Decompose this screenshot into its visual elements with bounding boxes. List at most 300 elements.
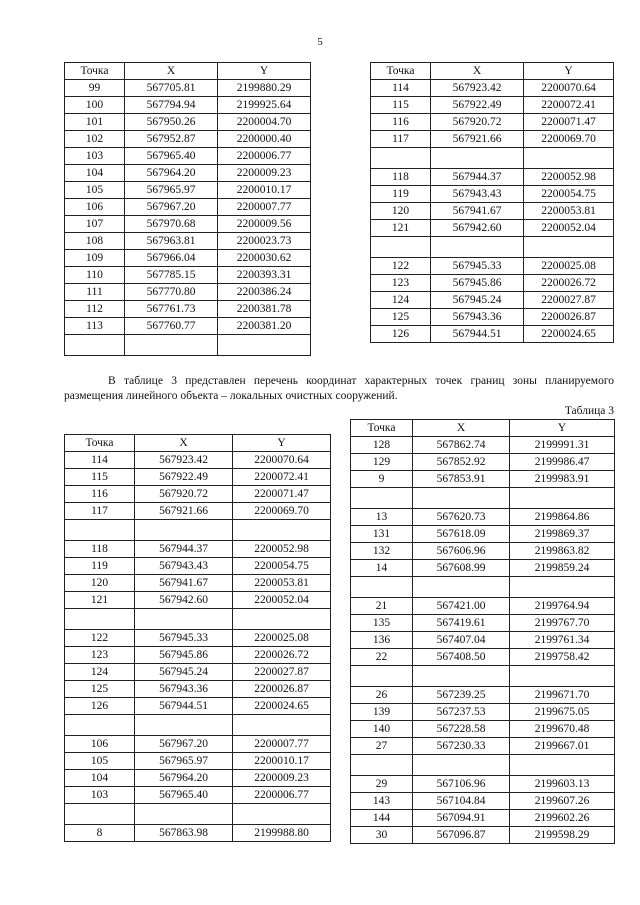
table-row xyxy=(371,309,614,326)
table-row xyxy=(371,220,614,237)
point-cell: 116 xyxy=(65,486,135,503)
x-cell: 567967.20 xyxy=(135,736,233,753)
y-cell: 2200004.70 xyxy=(218,114,311,131)
table-row xyxy=(65,131,311,148)
table-row xyxy=(351,827,615,844)
point-cell: 26 xyxy=(351,687,413,704)
x-cell: 567106.96 xyxy=(413,776,510,793)
point-cell xyxy=(351,666,413,687)
x-cell: 567606.96 xyxy=(413,543,510,560)
point-cell: 108 xyxy=(65,233,125,250)
x-cell: 567945.86 xyxy=(135,647,233,664)
y-cell: 2200026.87 xyxy=(233,681,331,698)
y-cell: 2199925.64 xyxy=(218,97,311,114)
point-cell: 115 xyxy=(371,97,431,114)
y-cell: 2200030.62 xyxy=(218,250,311,267)
point-cell: 8 xyxy=(65,825,135,842)
point-cell: 120 xyxy=(65,575,135,592)
y-cell xyxy=(218,335,311,356)
x-cell: 567228.58 xyxy=(413,721,510,738)
x-cell: 567943.36 xyxy=(431,309,524,326)
table-row xyxy=(65,114,311,131)
y-cell: 2199991.31 xyxy=(510,437,615,454)
table-row xyxy=(65,698,331,715)
point-cell: 29 xyxy=(351,776,413,793)
table-row xyxy=(351,632,615,649)
point-cell: 30 xyxy=(351,827,413,844)
x-cell: 567944.51 xyxy=(135,698,233,715)
x-cell: 567794.94 xyxy=(125,97,218,114)
x-cell: 567965.97 xyxy=(135,753,233,770)
x-cell xyxy=(135,520,233,541)
x-cell xyxy=(431,237,524,258)
x-cell: 567104.84 xyxy=(413,793,510,810)
y-cell: 2199602.26 xyxy=(510,810,615,827)
point-cell: 104 xyxy=(65,165,125,182)
y-cell: 2199764.94 xyxy=(510,598,615,615)
header-point: Точка xyxy=(65,435,135,452)
table-row xyxy=(351,776,615,793)
table-row xyxy=(351,509,615,526)
x-cell: 567761.73 xyxy=(125,301,218,318)
table-row xyxy=(351,738,615,755)
point-cell: 135 xyxy=(351,615,413,632)
table-row xyxy=(371,258,614,275)
y-cell: 2200010.17 xyxy=(218,182,311,199)
y-cell xyxy=(524,237,614,258)
coordinates-table-1 xyxy=(64,62,311,356)
table-3-description: В таблице 3 представлен перечень координат характерных точек границ зоны планируемого размещения линейного объекта – локальных очистных сооружений. xyxy=(64,375,614,402)
table-header-row xyxy=(371,63,614,80)
table-row xyxy=(65,787,331,804)
x-cell: 567942.60 xyxy=(431,220,524,237)
y-cell: 2200027.87 xyxy=(524,292,614,309)
table-row xyxy=(351,755,615,776)
point-cell xyxy=(371,148,431,169)
x-cell: 567941.67 xyxy=(135,575,233,592)
header-x: X xyxy=(125,63,218,80)
table-row xyxy=(371,275,614,292)
y-cell: 2200026.87 xyxy=(524,309,614,326)
x-cell: 567618.09 xyxy=(413,526,510,543)
y-cell xyxy=(233,520,331,541)
y-cell: 2199667.01 xyxy=(510,738,615,755)
x-cell: 567096.87 xyxy=(413,827,510,844)
x-cell: 567945.33 xyxy=(431,258,524,275)
table-header-row xyxy=(65,63,311,80)
table-row xyxy=(351,543,615,560)
table-row xyxy=(65,199,311,216)
y-cell: 2199859.24 xyxy=(510,560,615,577)
header-y: Y xyxy=(218,63,311,80)
x-cell: 567944.51 xyxy=(431,326,524,343)
y-cell: 2200009.23 xyxy=(233,770,331,787)
point-cell: 132 xyxy=(351,543,413,560)
table-row xyxy=(65,825,331,842)
table-row xyxy=(65,284,311,301)
y-cell: 2199869.37 xyxy=(510,526,615,543)
y-cell: 2200381.78 xyxy=(218,301,311,318)
table-header-row xyxy=(351,420,615,437)
table-row xyxy=(65,165,311,182)
x-cell xyxy=(135,609,233,630)
y-cell: 2200023.73 xyxy=(218,233,311,250)
y-cell: 2200393.31 xyxy=(218,267,311,284)
table-row xyxy=(351,577,615,598)
table-row xyxy=(351,810,615,827)
y-cell xyxy=(510,488,615,509)
y-cell: 2200025.08 xyxy=(524,258,614,275)
y-cell: 2200054.75 xyxy=(233,558,331,575)
table-row xyxy=(351,687,615,704)
table-3-right xyxy=(350,419,615,844)
point-cell: 124 xyxy=(65,664,135,681)
point-cell: 119 xyxy=(65,558,135,575)
point-cell: 123 xyxy=(371,275,431,292)
x-cell: 567944.37 xyxy=(135,541,233,558)
point-cell: 101 xyxy=(65,114,125,131)
y-cell: 2199863.82 xyxy=(510,543,615,560)
y-cell: 2200052.04 xyxy=(233,592,331,609)
point-cell: 119 xyxy=(371,186,431,203)
x-cell: 567942.60 xyxy=(135,592,233,609)
x-cell: 567943.43 xyxy=(135,558,233,575)
x-cell: 567760.77 xyxy=(125,318,218,335)
table-row xyxy=(371,326,614,343)
point-cell xyxy=(65,609,135,630)
x-cell: 567966.04 xyxy=(125,250,218,267)
y-cell: 2199767.70 xyxy=(510,615,615,632)
table-row xyxy=(351,666,615,687)
point-cell: 115 xyxy=(65,469,135,486)
point-cell: 126 xyxy=(65,698,135,715)
table-row xyxy=(65,335,311,356)
y-cell xyxy=(233,715,331,736)
point-cell: 104 xyxy=(65,770,135,787)
x-cell: 567421.00 xyxy=(413,598,510,615)
point-cell: 118 xyxy=(65,541,135,558)
point-cell: 111 xyxy=(65,284,125,301)
point-cell xyxy=(351,488,413,509)
point-cell xyxy=(351,755,413,776)
table-row xyxy=(351,560,615,577)
table-row xyxy=(351,649,615,666)
x-cell: 567852.92 xyxy=(413,454,510,471)
table-row xyxy=(65,609,331,630)
x-cell: 567964.20 xyxy=(135,770,233,787)
x-cell: 567952.87 xyxy=(125,131,218,148)
y-cell: 2199670.48 xyxy=(510,721,615,738)
y-cell: 2200053.81 xyxy=(233,575,331,592)
y-cell: 2200381.20 xyxy=(218,318,311,335)
table-row xyxy=(65,318,311,335)
table-3-caption: Таблица 3 xyxy=(564,405,614,417)
page-number: 5 xyxy=(317,36,323,48)
y-cell: 2200072.41 xyxy=(524,97,614,114)
table-row xyxy=(65,216,311,233)
point-cell: 9 xyxy=(351,471,413,488)
x-cell: 567963.81 xyxy=(125,233,218,250)
x-cell: 567967.20 xyxy=(125,199,218,216)
table-row xyxy=(351,598,615,615)
table-row xyxy=(65,469,331,486)
table-row xyxy=(65,541,331,558)
x-cell xyxy=(413,488,510,509)
table-row xyxy=(65,736,331,753)
point-cell: 125 xyxy=(371,309,431,326)
y-cell: 2200009.23 xyxy=(218,165,311,182)
point-cell: 107 xyxy=(65,216,125,233)
table-row xyxy=(351,721,615,738)
y-cell: 2200006.77 xyxy=(218,148,311,165)
y-cell: 2200007.77 xyxy=(233,736,331,753)
header-point: Точка xyxy=(65,63,125,80)
table-header-row xyxy=(65,435,331,452)
x-cell: 567853.91 xyxy=(413,471,510,488)
x-cell: 567230.33 xyxy=(413,738,510,755)
header-point: Точка xyxy=(371,63,431,80)
x-cell: 567941.67 xyxy=(431,203,524,220)
point-cell: 126 xyxy=(371,326,431,343)
table-row xyxy=(351,454,615,471)
x-cell xyxy=(135,715,233,736)
table-row xyxy=(65,770,331,787)
table-row xyxy=(351,615,615,632)
x-cell: 567945.24 xyxy=(135,664,233,681)
y-cell: 2200052.98 xyxy=(524,169,614,186)
table-row xyxy=(65,301,311,318)
y-cell: 2200027.87 xyxy=(233,664,331,681)
y-cell: 2200069.70 xyxy=(233,503,331,520)
point-cell: 125 xyxy=(65,681,135,698)
table-row xyxy=(65,558,331,575)
x-cell: 567944.37 xyxy=(431,169,524,186)
point-cell: 110 xyxy=(65,267,125,284)
y-cell: 2200053.81 xyxy=(524,203,614,220)
x-cell: 567921.66 xyxy=(431,131,524,148)
point-cell: 114 xyxy=(65,452,135,469)
coordinates-table-2 xyxy=(370,62,614,343)
point-cell: 109 xyxy=(65,250,125,267)
y-cell: 2200024.65 xyxy=(233,698,331,715)
point-cell xyxy=(65,715,135,736)
table-row xyxy=(65,647,331,664)
table-row xyxy=(351,526,615,543)
y-cell: 2199988.80 xyxy=(233,825,331,842)
point-cell: 14 xyxy=(351,560,413,577)
table-row xyxy=(65,503,331,520)
header-x: X xyxy=(135,435,233,452)
table-row xyxy=(371,114,614,131)
x-cell: 567237.53 xyxy=(413,704,510,721)
y-cell: 2199671.70 xyxy=(510,687,615,704)
y-cell: 2199603.13 xyxy=(510,776,615,793)
y-cell: 2200071.47 xyxy=(233,486,331,503)
table-row xyxy=(351,793,615,810)
y-cell: 2200000.40 xyxy=(218,131,311,148)
point-cell: 22 xyxy=(351,649,413,666)
x-cell: 567943.36 xyxy=(135,681,233,698)
point-cell: 123 xyxy=(65,647,135,664)
table-row xyxy=(371,131,614,148)
x-cell xyxy=(135,804,233,825)
x-cell: 567705.81 xyxy=(125,80,218,97)
point-cell: 124 xyxy=(371,292,431,309)
y-cell: 2200052.98 xyxy=(233,541,331,558)
x-cell xyxy=(413,755,510,776)
table-row xyxy=(351,488,615,509)
point-cell xyxy=(371,237,431,258)
point-cell: 121 xyxy=(371,220,431,237)
point-cell: 106 xyxy=(65,736,135,753)
x-cell: 567239.25 xyxy=(413,687,510,704)
x-cell: 567922.49 xyxy=(431,97,524,114)
point-cell: 118 xyxy=(371,169,431,186)
point-cell: 143 xyxy=(351,793,413,810)
table-row xyxy=(65,681,331,698)
table-row xyxy=(371,169,614,186)
table-row xyxy=(65,715,331,736)
y-cell xyxy=(524,148,614,169)
x-cell: 567970.68 xyxy=(125,216,218,233)
x-cell: 567945.24 xyxy=(431,292,524,309)
table-row xyxy=(65,148,311,165)
point-cell: 139 xyxy=(351,704,413,721)
point-cell: 13 xyxy=(351,509,413,526)
point-cell: 140 xyxy=(351,721,413,738)
x-cell: 567785.15 xyxy=(125,267,218,284)
y-cell: 2199761.34 xyxy=(510,632,615,649)
point-cell: 122 xyxy=(371,258,431,275)
y-cell: 2199983.91 xyxy=(510,471,615,488)
point-cell: 136 xyxy=(351,632,413,649)
y-cell: 2199607.26 xyxy=(510,793,615,810)
x-cell: 567419.61 xyxy=(413,615,510,632)
x-cell: 567770.80 xyxy=(125,284,218,301)
x-cell: 567920.72 xyxy=(431,114,524,131)
y-cell: 2199675.05 xyxy=(510,704,615,721)
x-cell xyxy=(413,577,510,598)
x-cell: 567094.91 xyxy=(413,810,510,827)
x-cell: 567921.66 xyxy=(135,503,233,520)
x-cell: 567945.33 xyxy=(135,630,233,647)
y-cell xyxy=(510,755,615,776)
x-cell: 567862.74 xyxy=(413,437,510,454)
x-cell: 567407.04 xyxy=(413,632,510,649)
point-cell: 144 xyxy=(351,810,413,827)
point-cell xyxy=(65,804,135,825)
point-cell: 113 xyxy=(65,318,125,335)
table-row xyxy=(351,704,615,721)
point-cell: 129 xyxy=(351,454,413,471)
table-row xyxy=(65,182,311,199)
point-cell: 128 xyxy=(351,437,413,454)
header-x: X xyxy=(413,420,510,437)
table-row xyxy=(371,203,614,220)
point-cell: 112 xyxy=(65,301,125,318)
table-row xyxy=(65,250,311,267)
table-row xyxy=(371,97,614,114)
x-cell: 567943.43 xyxy=(431,186,524,203)
y-cell: 2200386.24 xyxy=(218,284,311,301)
header-y: Y xyxy=(233,435,331,452)
y-cell: 2200070.64 xyxy=(524,80,614,97)
y-cell: 2200024.65 xyxy=(524,326,614,343)
y-cell: 2199864.86 xyxy=(510,509,615,526)
y-cell: 2200070.64 xyxy=(233,452,331,469)
header-point: Точка xyxy=(351,420,413,437)
table-row xyxy=(65,753,331,770)
x-cell: 567965.40 xyxy=(135,787,233,804)
table-row xyxy=(371,292,614,309)
x-cell: 567945.86 xyxy=(431,275,524,292)
point-cell: 116 xyxy=(371,114,431,131)
table-row xyxy=(65,520,331,541)
y-cell: 2200069.70 xyxy=(524,131,614,148)
table-row xyxy=(65,630,331,647)
x-cell: 567923.42 xyxy=(431,80,524,97)
y-cell: 2199986.47 xyxy=(510,454,615,471)
table-row xyxy=(371,80,614,97)
y-cell: 2200026.72 xyxy=(233,647,331,664)
point-cell xyxy=(351,577,413,598)
y-cell: 2200071.47 xyxy=(524,114,614,131)
y-cell: 2200054.75 xyxy=(524,186,614,203)
header-y: Y xyxy=(510,420,615,437)
table-row xyxy=(65,664,331,681)
header-x: X xyxy=(431,63,524,80)
x-cell xyxy=(413,666,510,687)
table-row xyxy=(65,97,311,114)
point-cell: 103 xyxy=(65,148,125,165)
point-cell: 120 xyxy=(371,203,431,220)
table-row xyxy=(65,592,331,609)
point-cell: 117 xyxy=(371,131,431,148)
point-cell: 114 xyxy=(371,80,431,97)
x-cell: 567922.49 xyxy=(135,469,233,486)
table-row xyxy=(65,486,331,503)
point-cell: 117 xyxy=(65,503,135,520)
y-cell: 2200007.77 xyxy=(218,199,311,216)
point-cell: 102 xyxy=(65,131,125,148)
table-row xyxy=(65,804,331,825)
point-cell: 21 xyxy=(351,598,413,615)
y-cell: 2200072.41 xyxy=(233,469,331,486)
y-cell: 2199758.42 xyxy=(510,649,615,666)
table-3-left xyxy=(64,434,331,842)
table-row xyxy=(371,148,614,169)
x-cell: 567964.20 xyxy=(125,165,218,182)
x-cell: 567608.99 xyxy=(413,560,510,577)
point-cell: 27 xyxy=(351,738,413,755)
x-cell xyxy=(431,148,524,169)
point-cell: 121 xyxy=(65,592,135,609)
y-cell: 2199598.29 xyxy=(510,827,615,844)
point-cell xyxy=(65,335,125,356)
y-cell xyxy=(233,804,331,825)
table-row xyxy=(371,237,614,258)
x-cell: 567965.40 xyxy=(125,148,218,165)
point-cell: 105 xyxy=(65,182,125,199)
table-row xyxy=(371,186,614,203)
point-cell: 103 xyxy=(65,787,135,804)
point-cell: 131 xyxy=(351,526,413,543)
x-cell: 567923.42 xyxy=(135,452,233,469)
y-cell: 2200010.17 xyxy=(233,753,331,770)
y-cell xyxy=(510,577,615,598)
y-cell: 2200052.04 xyxy=(524,220,614,237)
point-cell: 100 xyxy=(65,97,125,114)
